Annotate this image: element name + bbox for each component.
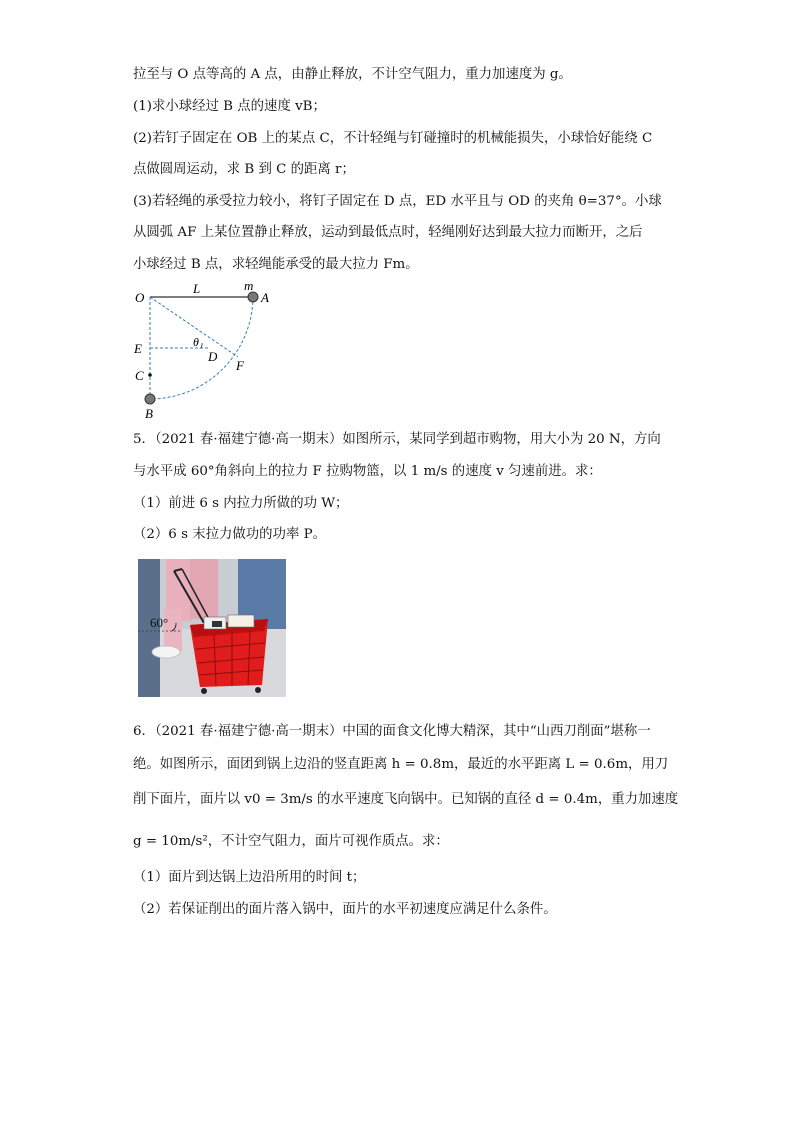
p4-question-2-line-2: 点做圆周运动，求 B 到 C 的距离 r； [133,162,355,177]
p4-question-3-line-2: 从圆弧 AF 上某位置静止释放，运动到最低点时，轻绳刚好达到最大拉力而断开，之后 [133,225,643,240]
nail-c [148,373,152,377]
p4-question-1: (1)求小球经过 B 点的速度 vB； [133,99,326,114]
label-c: C [135,368,144,383]
ball-a [248,292,258,302]
p5-question-2: （2）6 s 末拉力做功的功率 P。 [133,527,326,542]
label-e: E [134,341,142,356]
label-a: A [261,290,269,305]
p4-question-3-line-1: (3)若轻绳的承受拉力较小，将钉子固定在 D 点，ED 水平且与 OD 的夹角 θ=37°。小球 [133,194,662,209]
p6-line-4: g = 10m/s²，不计空气阻力，面片可视作质点。求： [133,834,449,849]
p6-line-2: 绝。如图所示，面团到锅上边沿的竖直距离 h = 0.8m，最近的水平距离 L = 0.6m，用刀 [133,757,669,772]
label-l: L [193,282,201,296]
p4-question-3-line-3: 小球经过 B 点，求轻绳能承受的最大拉力 Fm。 [133,257,419,272]
label-f: F [236,358,244,373]
label-d: D [208,349,218,364]
ball-b [145,394,155,404]
photo-angle-label: 60° [150,615,169,630]
label-o: O [135,290,145,305]
pendulum-diagram [128,282,288,422]
p6-line-1: 6．（2021 春·福建宁德·高一期末）中国的面食文化博大精深，其中“山西刀削面”堪称一 [133,724,651,739]
label-theta: θ [193,335,199,349]
shopping-basket-photo [138,559,286,697]
label-m: m [244,282,254,293]
p4-intro: 拉至与 O 点等高的 A 点，由静止释放，不计空气阻力，重力加速度为 g。 [133,67,572,82]
p6-question-1: （1）面片到达锅上边沿所用的时间 t； [133,870,366,885]
p6-question-2: （2）若保证削出的面片落入锅中，面片的水平初速度应满足什么条件。 [133,902,557,917]
label-b: B [145,406,153,421]
p6-line-3: 削下面片，面片以 v0 = 3m/s 的水平速度飞向锅中。已知锅的直径 d = 0.4m，重力加速度 [133,792,679,807]
p5-line-2: 与水平成 60°角斜向上的拉力 F 拉购物篮，以 1 m/s 的速度 v 匀速前进。求： [133,464,602,479]
p5-question-1: （1）前进 6 s 内拉力所做的功 W； [133,496,349,511]
p4-question-2-line-1: (2)若钉子固定在 OB 上的某点 C，不计轻绳与钉碰撞时的机械能损失，小球恰好能绕 C [133,131,653,146]
p5-line-1: 5．（2021 春·福建宁德·高一期末）如图所示，某同学到超市购物，用大小为 20 N，方向 [133,432,661,447]
angle-arc [201,343,202,348]
